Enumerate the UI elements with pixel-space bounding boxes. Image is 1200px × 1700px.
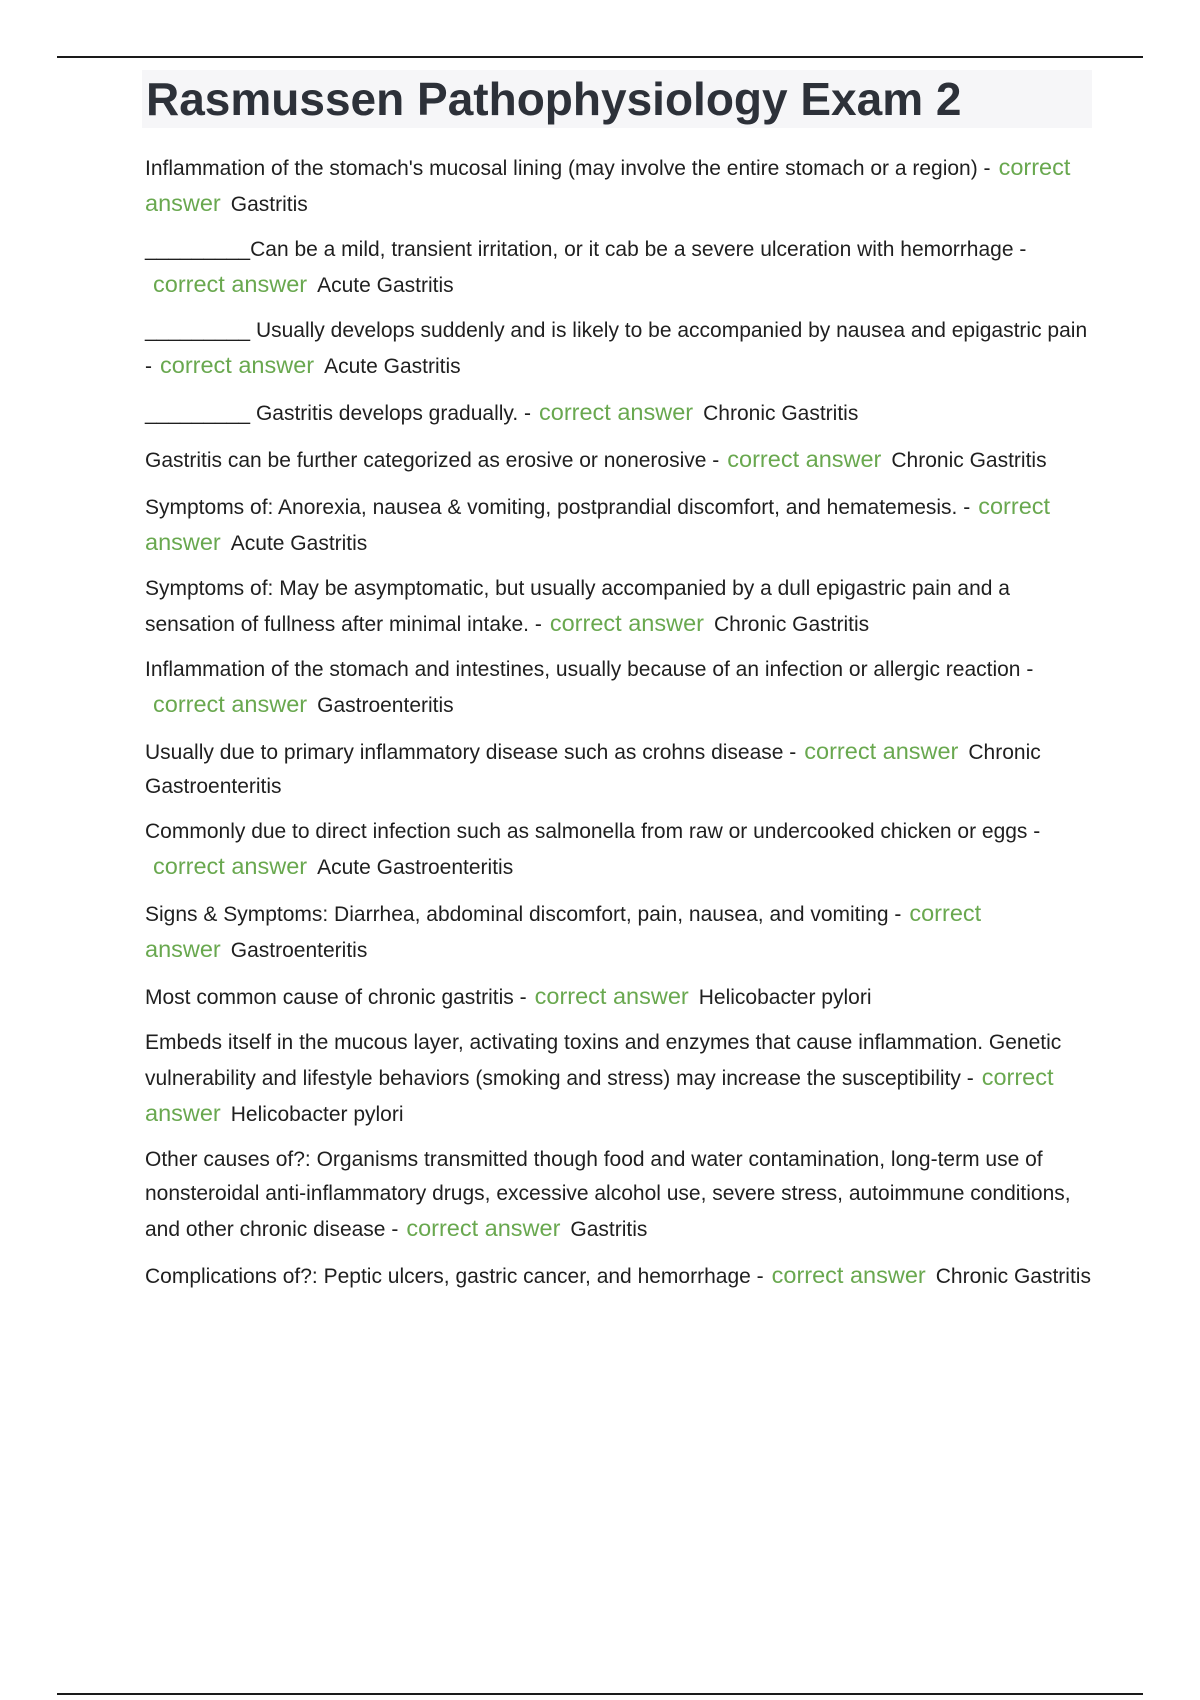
qa-item	[145, 314, 1093, 384]
answer-text: Helicobacter pylori	[230, 1103, 404, 1126]
answer-text: Chronic Gastroenteritis	[145, 741, 1041, 798]
qa-item	[145, 150, 1093, 222]
qa-item	[145, 489, 1093, 561]
qa-list	[145, 150, 1093, 1305]
qa-item	[145, 653, 1093, 723]
correct-answer-tag: correct answer	[539, 399, 694, 425]
qa-item	[145, 572, 1093, 642]
qa-item	[145, 233, 1093, 303]
answer-text: Acute Gastroenteritis	[317, 856, 514, 879]
question-text: _________ Usually develops suddenly and is likely to be accompanied by nausea and epigastric pain -	[145, 319, 1088, 378]
correct-answer-tag: correct answer	[145, 154, 1071, 216]
answer-text: Gastroenteritis	[230, 939, 368, 962]
question-text: Most common cause of chronic gastritis -	[145, 986, 527, 1009]
correct-answer-tag: correct answer	[153, 271, 308, 297]
correct-answer-tag: correct answer	[771, 1262, 926, 1288]
qa-item	[145, 1026, 1093, 1132]
answer-text: Acute Gastritis	[324, 355, 461, 378]
correct-answer-tag: correct answer	[804, 738, 959, 764]
question-text: _________ Gastritis develops gradually. -	[145, 402, 532, 425]
question-text: Embeds itself in the mucous layer, activating toxins and enzymes that cause inflammation. Genetic vulnerability and lifestyle behaviors (smoking and stress) may increase the susceptibility -	[145, 1031, 1062, 1090]
bottom-rule	[57, 1693, 1143, 1695]
answer-text: Acute Gastritis	[230, 532, 368, 555]
correct-answer-tag: correct answer	[145, 900, 982, 962]
answer-text: Chronic Gastritis	[891, 449, 1047, 472]
qa-item	[145, 979, 1093, 1015]
question-text: Complications of?: Peptic ulcers, gastric cancer, and hemorrhage -	[145, 1265, 764, 1288]
question-text: _________Can be a mild, transient irritation, or it cab be a severe ulceration with hemorrhage -	[145, 238, 1027, 261]
question-text: Other causes of?: Organisms transmitted though food and water contamination, long-term use of nonsteroidal anti-inflammatory drugs, excessive alcohol use, severe stress, autoimmune conditions, and other chronic disease -	[145, 1148, 1071, 1241]
answer-text: Acute Gastritis	[317, 274, 454, 297]
correct-answer-tag: correct answer	[145, 1064, 1054, 1126]
qa-item	[145, 1258, 1093, 1294]
correct-answer-tag: correct answer	[145, 493, 1051, 555]
qa-item	[145, 442, 1093, 478]
answer-text: Chronic Gastritis	[703, 402, 859, 425]
qa-item	[145, 815, 1093, 885]
correct-answer-tag: correct answer	[549, 610, 704, 636]
question-text: Inflammation of the stomach and intestines, usually because of an infection or allergic reaction -	[145, 658, 1034, 681]
question-text: Commonly due to direct infection such as salmonella from raw or undercooked chicken or eggs -	[145, 820, 1041, 843]
correct-answer-tag: correct answer	[727, 446, 882, 472]
correct-answer-tag: correct answer	[534, 983, 689, 1009]
answer-text: Gastritis	[570, 1218, 648, 1241]
question-text: Gastritis can be further categorized as erosive or nonerosive -	[145, 449, 720, 472]
page-title: Rasmussen Pathophysiology Exam 2	[146, 73, 962, 125]
qa-item	[145, 896, 1093, 968]
question-text: Signs & Symptoms: Diarrhea, abdominal discomfort, pain, nausea, and vomiting -	[145, 903, 902, 926]
qa-item	[145, 1143, 1093, 1247]
qa-item	[145, 395, 1093, 431]
answer-text: Gastritis	[230, 193, 308, 216]
correct-answer-tag: correct answer	[153, 691, 308, 717]
answer-text: Gastroenteritis	[317, 694, 454, 717]
answer-text: Helicobacter pylori	[698, 986, 872, 1009]
question-text: Usually due to primary inflammatory disease such as crohns disease -	[145, 741, 797, 764]
top-rule	[57, 56, 1143, 58]
correct-answer-tag: correct answer	[406, 1215, 561, 1241]
answer-text: Chronic Gastritis	[713, 613, 870, 636]
correct-answer-tag: correct answer	[160, 352, 315, 378]
answer-text: Chronic Gastritis	[935, 1265, 1091, 1288]
question-text: Symptoms of: May be asymptomatic, but usually accompanied by a dull epigastric pain and a sensation of fullness after minimal intake. -	[145, 577, 1010, 636]
question-text: Symptoms of: Anorexia, nausea & vomiting, postprandial discomfort, and hematemesis. -	[145, 496, 971, 519]
correct-answer-tag: correct answer	[153, 853, 308, 879]
question-text: Inflammation of the stomach's mucosal lining (may involve the entire stomach or a region) -	[145, 157, 991, 180]
qa-item	[145, 734, 1093, 804]
